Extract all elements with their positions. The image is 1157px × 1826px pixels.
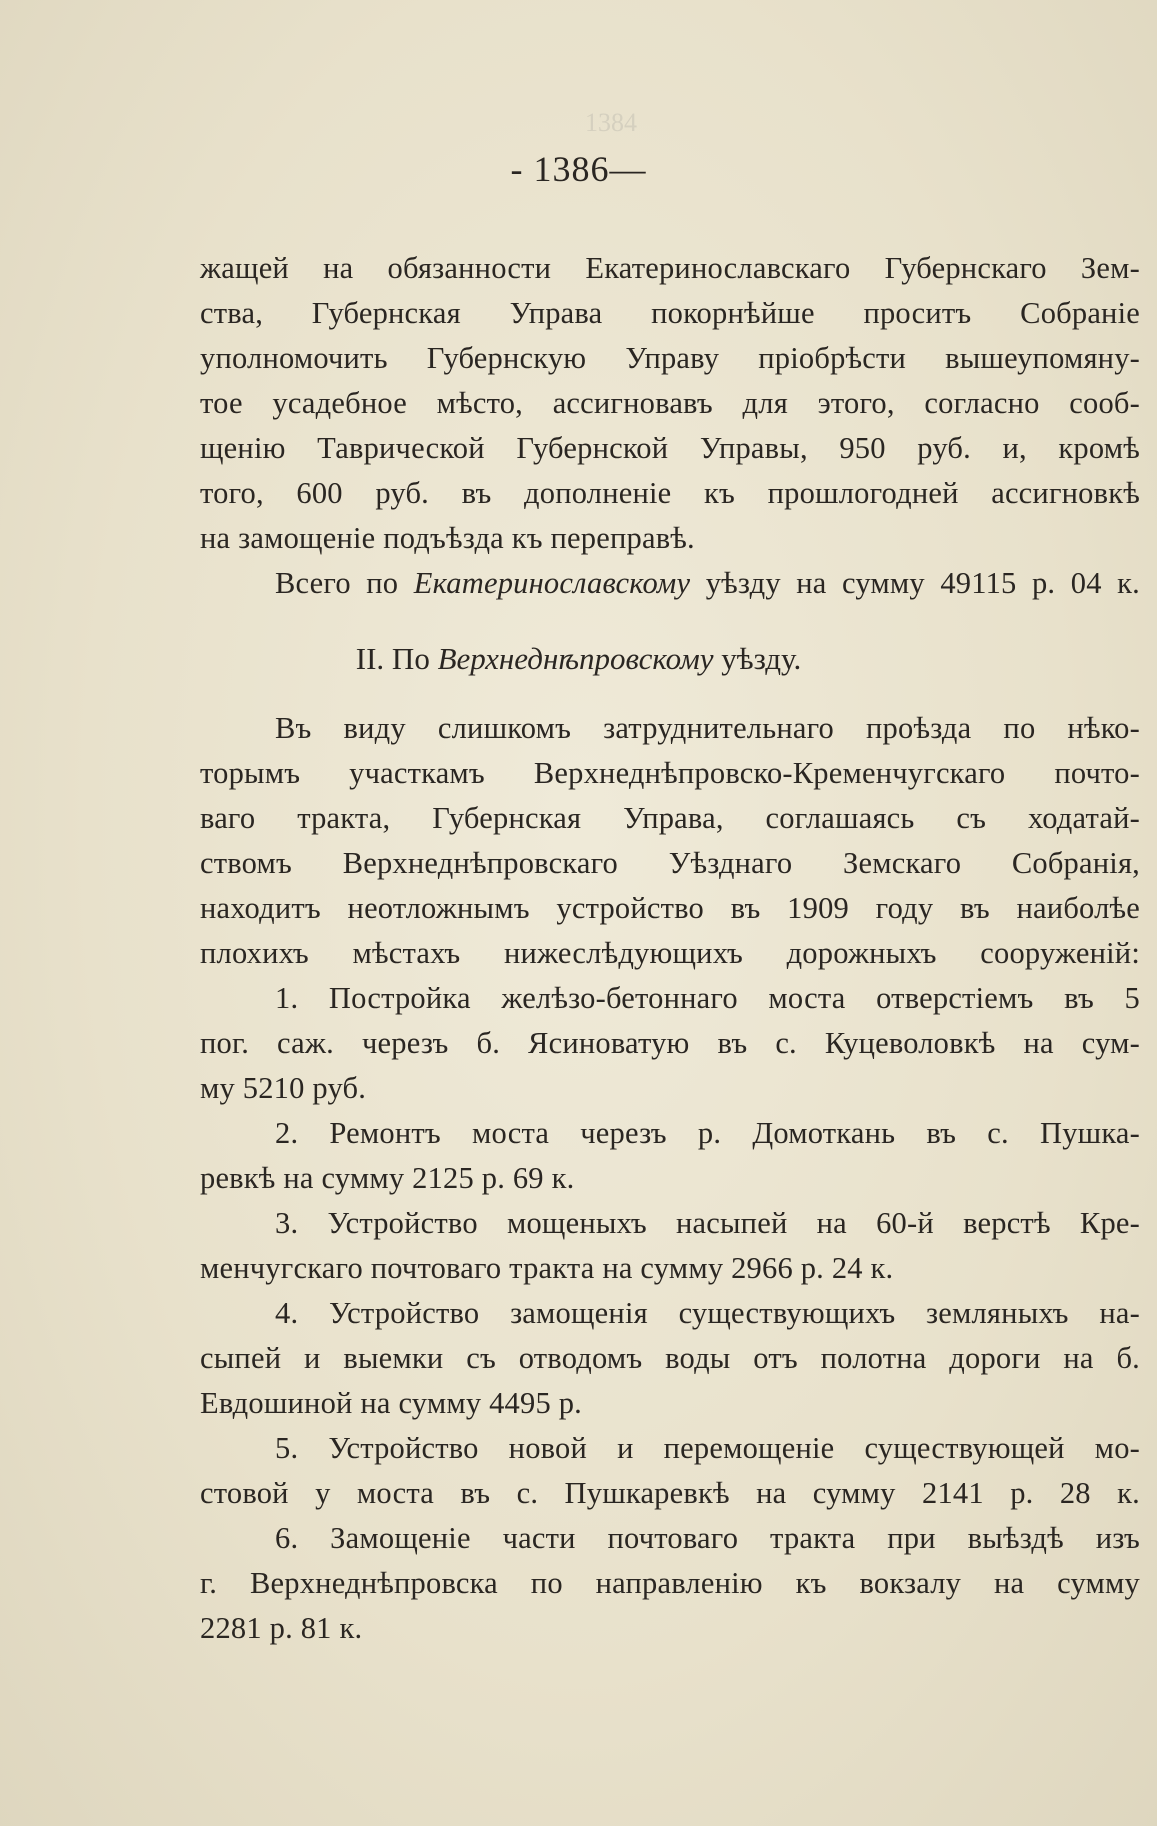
list-item [200,1111,1140,1201]
text-line: тое усадебное мѣсто, ассигновавъ для этого, согласно сооб- [200,386,1140,420]
text-line: Въ виду слишкомъ затруднительнаго проѣзда по нѣко- [275,711,1140,745]
text-line: Евдошиной на сумму 4495 р. [200,1386,583,1420]
text-line: ваго тракта, Губернская Управа, соглашаясь съ ходатай- [200,801,1140,835]
text-line: торымъ участкамъ Верхнеднѣпровско-Кременчугскаго почто- [200,756,1140,790]
text-line: сыпей и выемки съ отводомъ воды отъ полотна дороги на б. [200,1341,1140,1375]
district-name-italic: Екатеринославскому [413,566,691,600]
text-line: на замощеніе подъѣзда къ переправѣ. [200,521,695,555]
text-line: г. Верхнеднѣпровска по направленію къ вокзалу на сумму [200,1566,1140,1600]
text-line: 4. Устройство замощенія существующихъ земляныхъ на- [275,1296,1140,1330]
text-line: того, 600 руб. въ дополненіе къ прошлогодней ассигновкѣ [200,476,1140,510]
text-line: плохихъ мѣстахъ нижеслѣдующихъ дорожныхъ сооруженій: [200,936,1140,970]
text-line: 2. Ремонтъ моста черезъ р. Домоткань въ с. Пушка- [275,1116,1140,1150]
text-line: ствомъ Верхнеднѣпровскаго Уѣзднаго Земскаго Собранія, [200,846,1140,880]
text-line: 2281 р. 81 к. [200,1611,363,1645]
text-line: уполномочить Губернскую Управу пріобрѣсти вышеупомяну- [200,341,1140,375]
text-line: 3. Устройство мощеныхъ насыпей на 60-й верстѣ Кре- [275,1206,1140,1240]
heading-district-italic: Верхнеднѣпровскому [437,641,714,676]
list-item [200,1516,1140,1651]
list-item [200,1426,1140,1516]
page-number: - 1386— [510,149,647,189]
text-line [200,561,1140,606]
text-line: пог. саж. черезъ б. Ясиноватую въ с. Куцеволовкѣ на сум- [200,1026,1140,1060]
text-line: му 5210 руб. [200,1071,367,1105]
intro-paragraph [200,706,1140,976]
total-prefix: Всего по [275,566,414,600]
text-line: стовой у моста въ с. Пушкаревкѣ на сумму 2141 р. 28 к. [200,1476,1140,1510]
text-line: находитъ неотложнымъ устройство въ 1909 году въ наиболѣе [200,891,1140,925]
text-line: щенію Таврической Губернской Управы, 950 руб. и, кромѣ [200,431,1140,465]
text-line: ревкѣ на сумму 2125 р. 69 к. [200,1161,575,1195]
text-line: 6. Замощеніе части почтоваго тракта при выѣздѣ изъ [275,1521,1140,1555]
section-heading [0,636,1157,681]
total-suffix: уѣзду на сумму 49115 р. 04 к. [690,566,1140,600]
list-item [200,1201,1140,1291]
list-item [200,976,1140,1111]
text-line: 5. Устройство новой и перемощеніе существующей мо- [275,1431,1140,1465]
list-item [200,1291,1140,1426]
text-line: жащей на обязанности Екатеринославскаго Губернскаго Зем- [200,251,1140,285]
heading-prefix: II. По [355,641,438,676]
text-line: 1. Постройка желѣзо-бетоннаго моста отверстіемъ въ 5 [275,981,1140,1015]
text-line: менчугскаго почтоваго тракта на сумму 2966 р. 24 к. [200,1251,894,1285]
section1-paragraph [200,246,1140,561]
bleed-through-page-number: 1384 [585,108,637,137]
text-line: ства, Губернская Управа покорнѣйше проситъ Собраніе [200,296,1140,330]
total-line [200,561,1140,606]
heading-suffix: уѣзду. [713,641,802,676]
